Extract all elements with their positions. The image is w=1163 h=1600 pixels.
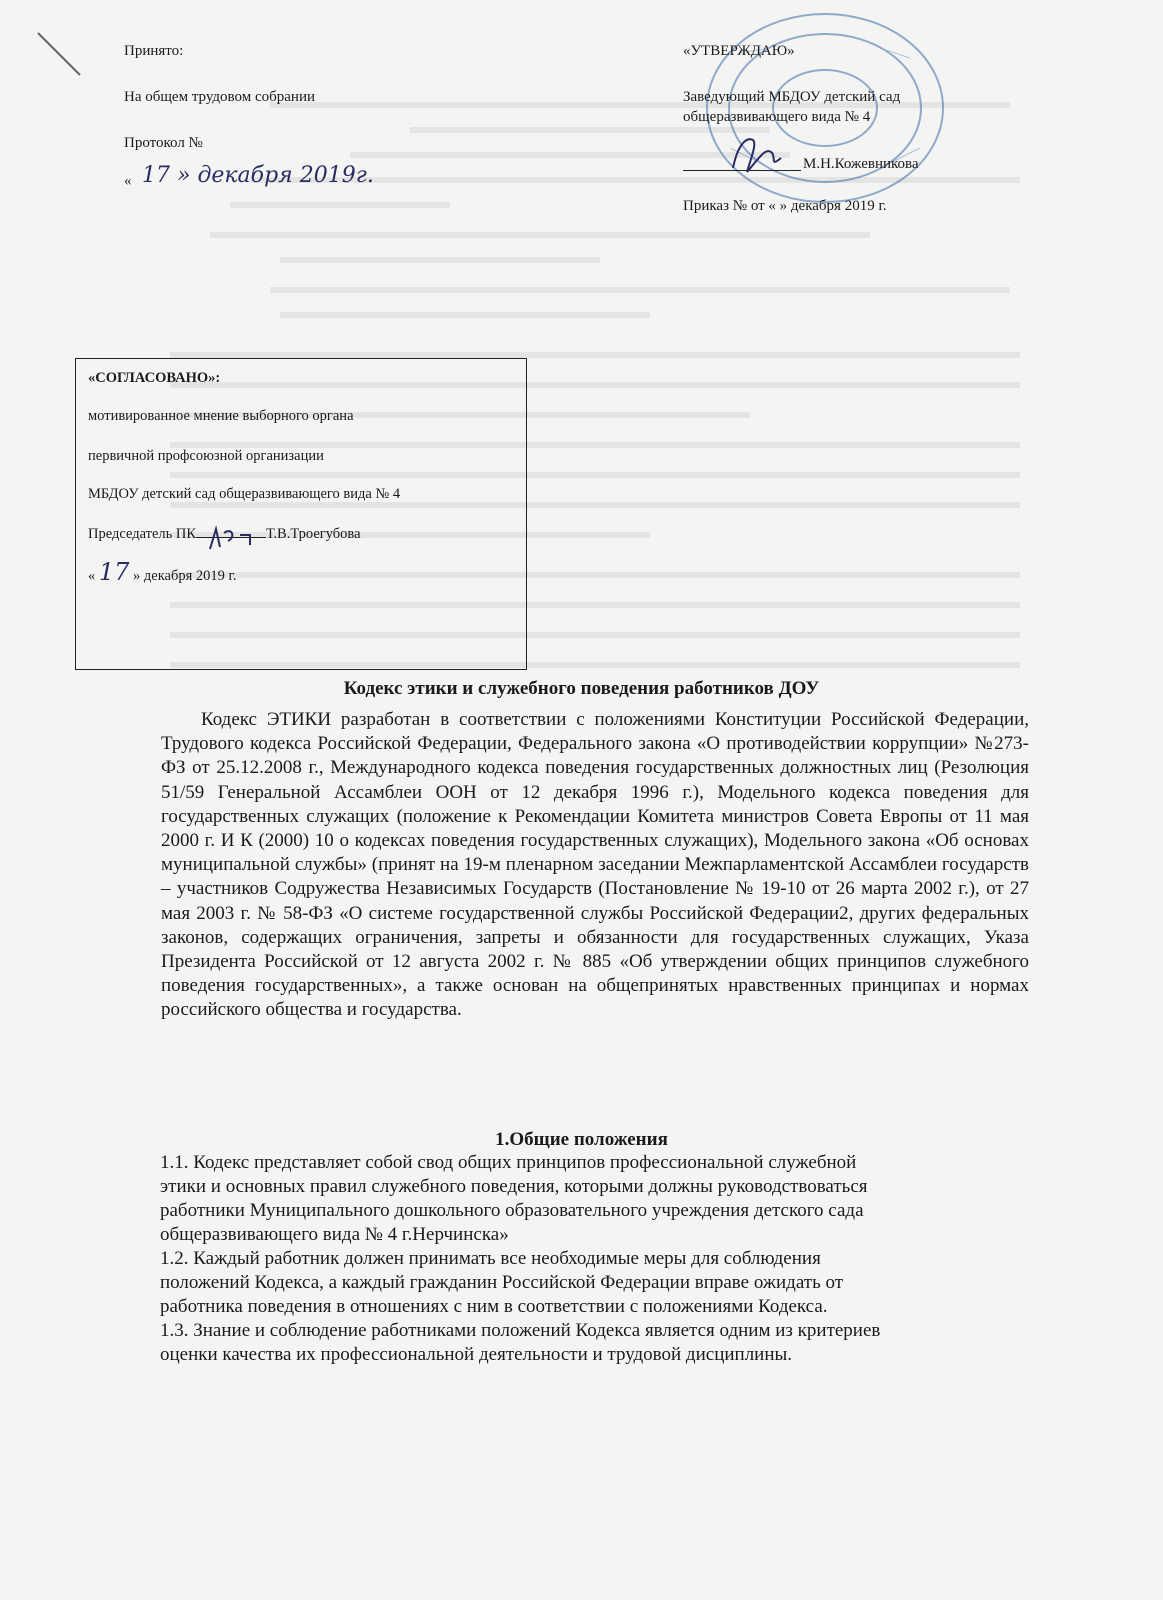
agreed-chair-name: Т.В.Троегубова xyxy=(266,526,361,542)
head-position-line1: Заведующий МБДОУ детский сад xyxy=(683,89,901,105)
agreed-line1: мотивированное мнение выборного органа xyxy=(88,408,354,424)
approve-title: «УТВЕРЖДАЮ» xyxy=(683,43,795,59)
section-1-1-line4: общеразвивающего вида № 4 г.Нерчинска» xyxy=(160,1224,509,1245)
section-1-body xyxy=(160,1151,1040,1367)
section-1-2-line2: положений Кодекса, а каждый гражданин Российской Федерации вправе ожидать от xyxy=(160,1272,844,1293)
section-1-3-line2: оценки качества их профессиональной деятельности и трудовой дисциплины. xyxy=(160,1344,793,1365)
agreed-date-day: 17 xyxy=(98,558,130,586)
agreed-chair-line xyxy=(88,525,361,543)
chair-signature-line xyxy=(196,537,266,538)
director-signature xyxy=(725,128,795,183)
intro-paragraph: Кодекс ЭТИКИ разработан в соответствии с положениями Конституции Российской Федерации, Трудового кодекса Российской Федерации, Федерального закона «О противодействии коррупции» №273-ФЗ от 25.12.2008 г., Международного кодекса поведения государственных должностных лиц (Резолюция 51/59 Генеральной Ассамблеи ООН от 12 декабря 1996 г.), Модельного кодекса поведения для государственных служащих (положение к Рекомендации Комитета министров Совета Европы от 11 мая 2000 г. И К (2000) 10 о кодексах поведения государственных служащих), Модельного закона «Об основах муниципальной службы» (принят на 19-м пленарном заседании Межпарламентской Ассамблеи государств – участников Содружества Независимых Государств (Постановление № 19-10 от 26 марта 2002 г.), от 27 мая 2003 г. № 58-ФЗ «О системе государственной службы Российской Федерации2, других федеральных законов, содержащих ограничения, запреты и обязанности для государственных служащих, Указа Президента Российской от 12 августа 2002 г. № 885 «Об утверждении общих принципов служебного поведения государственных», а также основан на общепринятых нравственных принципах и нормах российского общества и государства. xyxy=(161,709,1029,1021)
agreed-chair-prefix: Председатель ПК xyxy=(88,526,197,542)
section-1-title: 1.Общие положения xyxy=(495,1129,668,1150)
agreed-date-line xyxy=(88,558,237,586)
protocol-date-handwritten: 17 » декабря 2019г. xyxy=(142,163,374,188)
section-1-1-line2: этики и основных правил служебного поведения, которыми должны руководствоваться xyxy=(160,1176,868,1197)
section-1-3-line1: 1.3. Знание и соблюдение работниками положений Кодекса является одним из критериев xyxy=(160,1320,881,1341)
section-1-1-line1: 1.1. Кодекс представляет собой свод общих принципов профессиональной служебной xyxy=(160,1152,857,1173)
head-position-line2: общеразвивающего вида № 4 xyxy=(683,109,871,125)
agreed-line2: первичной профсоюзной организации xyxy=(88,448,324,464)
agreed-title: «СОГЛАСОВАНО»: xyxy=(88,370,221,386)
order-line: Приказ № от « » декабря 2019 г. xyxy=(683,198,887,214)
meeting-label: На общем трудовом собрании xyxy=(124,89,316,105)
corner-mark xyxy=(35,30,85,80)
agreed-box xyxy=(75,358,527,670)
agreed-date-rest: » декабря 2019 г. xyxy=(133,568,237,584)
agreed-date-open: « xyxy=(88,568,96,584)
section-1-2-line1: 1.2. Каждый работник должен принимать все необходимые меры для соблюдения xyxy=(160,1248,821,1269)
chair-signature xyxy=(206,523,256,553)
section-1-2-line3: работника поведения в отношениях с ним в соответствии с положениями Кодекса. xyxy=(160,1296,828,1317)
agreed-line3: МБДОУ детский сад общеразвивающего вида № 4 xyxy=(88,486,401,502)
section-1-1-line3: работники Муниципального дошкольного образовательного учреждения детского сада xyxy=(160,1200,864,1221)
head-name: М.Н.Кожевникова xyxy=(803,156,919,172)
document-title: Кодекс этики и служебного поведения работников ДОУ xyxy=(343,678,820,699)
protocol-label: Протокол № xyxy=(124,135,203,151)
protocol-date-open: « xyxy=(124,173,132,189)
accepted-label: Принято: xyxy=(124,43,184,59)
